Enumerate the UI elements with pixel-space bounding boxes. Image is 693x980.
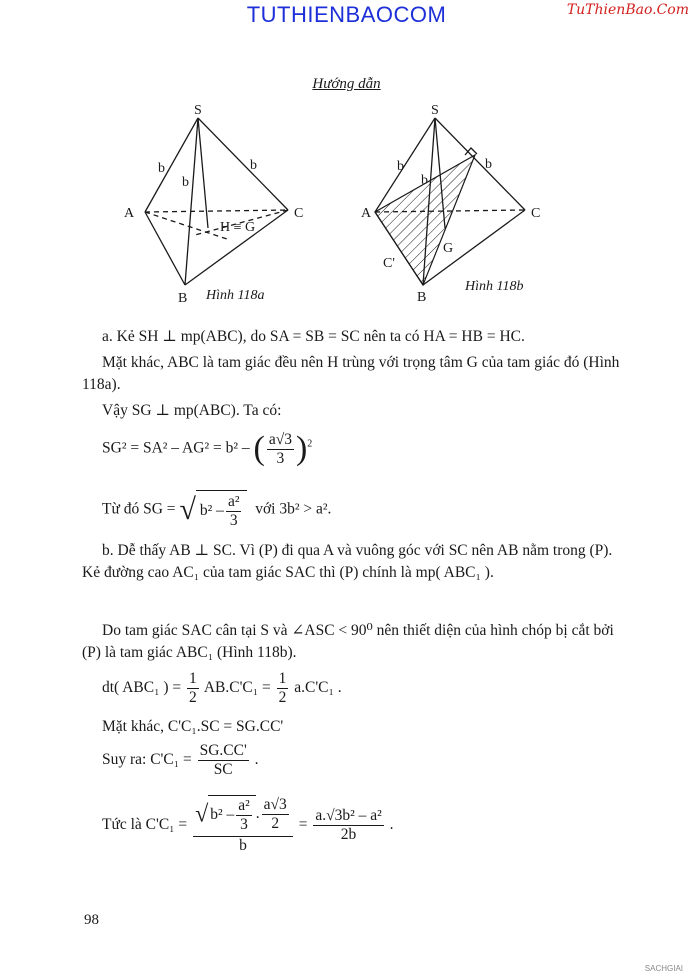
eq4-pre: Suy ra: C'C₁ = <box>102 751 192 769</box>
eq5-post: . <box>389 816 394 833</box>
paragraph-a2: Mặt khác, ABC là tam giác đều nên H trùng với trọng tâm G của tam giác đó (Hình 118a). <box>82 354 620 393</box>
site-header: TUTHIENBAOCOM <box>246 2 447 27</box>
fig-b-C: C <box>531 206 541 221</box>
paragraph-b: b. Dễ thấy AB ⊥ SC. Vì (P) đi qua A và vuông góc với SC nên AB nằm trong (P). Kẻ đường cao AC₁ của tam giác SAC thì (P) chính là mp( ABC₁ ). <box>82 542 613 581</box>
eq5-den: b <box>239 837 247 854</box>
eq5-num2: a.√3b² – a² <box>315 806 382 824</box>
equation-sg: Từ đó SG = √ b² – $\frac{\text{a²}}{3}$ với 3b² > a². <box>102 490 331 530</box>
eq5-num-b: a² <box>238 797 250 814</box>
eq4-post: . <box>254 751 259 769</box>
eq3-den2: 2 <box>278 689 287 706</box>
eq3-mid: AB.C'C₁ = <box>203 679 271 697</box>
eq1-lhs: SG² = SA² – AG² = b² – <box>102 439 250 457</box>
eq5-pre: Tức là C'C₁ = <box>102 816 188 833</box>
fig-b-S: S <box>431 103 439 118</box>
eq2-pre: Từ đó SG = <box>102 500 176 518</box>
fig-a-caption: Hình 118a <box>206 288 265 303</box>
fig-a-C: C <box>294 206 304 221</box>
fig-b-A: A <box>361 206 372 221</box>
paragraph-b3: Mặt khác, C'C₁.SC = SG.CC' <box>102 718 284 735</box>
eq1-num: a√3 <box>268 430 292 448</box>
eq3-post: a.C'C₁ . <box>294 679 342 697</box>
figure-118a <box>120 100 320 310</box>
fig-b-B: B <box>417 290 427 305</box>
eq5-eq: = <box>298 816 308 833</box>
eq2-b2: b² – <box>199 502 224 520</box>
eq5-den2: 2b <box>340 825 357 843</box>
paragraph-b2: Do tam giác SAC cân tại S và ∠ASC < 90⁰ nên thiết diện của hình chóp bị cắt bởi (P) là tam giác ABC₁ (Hình 118b). <box>82 622 614 661</box>
equation-final: Tức là C'C₁ = √ b² – $\frac{\text{a²}}{3}$ . $\frac{a√3}{2}$ b = $\frac{\text{a.√3b² – a²}}{2b}$ . <box>102 796 394 854</box>
fig-a-HG: H ≡ G <box>220 220 256 235</box>
equation-cc1 <box>102 742 259 779</box>
fig-b-caption: Hình 118b <box>465 279 524 294</box>
fig-a-b3: b <box>182 175 189 190</box>
fig-b-b2: b <box>485 157 492 172</box>
figure-118b <box>355 100 555 310</box>
fig-a-A: A <box>124 206 135 221</box>
eq3-pre: dt( ABC₁ ) = <box>102 679 182 697</box>
page-number: 98 <box>84 912 99 928</box>
eq3-num: 1 <box>189 670 197 687</box>
fig-a-b1: b <box>158 161 165 176</box>
fig-a-B: B <box>178 291 188 306</box>
eq3-num2: 1 <box>278 670 287 687</box>
eq3-den: 2 <box>189 689 197 706</box>
eq2-den: 3 <box>229 512 238 529</box>
fig-b-Cp: C' <box>383 256 395 271</box>
eq2-post: với 3b² > a². <box>255 500 332 518</box>
equation-sg-squared: SG² = SA² – AG² = b² – ( $\frac{a√3}{3}$ )$^2$ <box>102 430 313 467</box>
fig-b-b1: b <box>397 159 404 174</box>
paragraph-a: a. Kẻ SH ⊥ mp(ABC), do SA = SB = SC nên ta có HA = HB = HC. <box>102 328 525 345</box>
section-heading: Hướng dẫn <box>312 76 381 92</box>
fig-a-S: S <box>194 103 202 118</box>
eq5-num-e: 2 <box>271 815 280 832</box>
equation-area <box>102 670 342 707</box>
fig-a-b2: b <box>250 158 257 173</box>
footer-logo: SACHGIAI <box>644 964 683 973</box>
eq5-num-a: b² – <box>210 806 235 824</box>
eq4-num: SG.CC' <box>199 742 247 759</box>
fig-b-G: G <box>443 241 454 256</box>
brand-logo: TuThienBao.Com <box>566 2 689 18</box>
eq5-num-d: a√3 <box>263 796 287 813</box>
paragraph-a3: Vậy SG ⊥ mp(ABC). Ta có: <box>102 402 282 419</box>
fig-b-b3: b <box>421 173 428 188</box>
eq4-den: SC <box>213 761 233 778</box>
eq2-num: a² <box>227 493 240 510</box>
eq5-num-c: 3 <box>240 816 248 833</box>
eq1-den: 3 <box>276 449 285 467</box>
